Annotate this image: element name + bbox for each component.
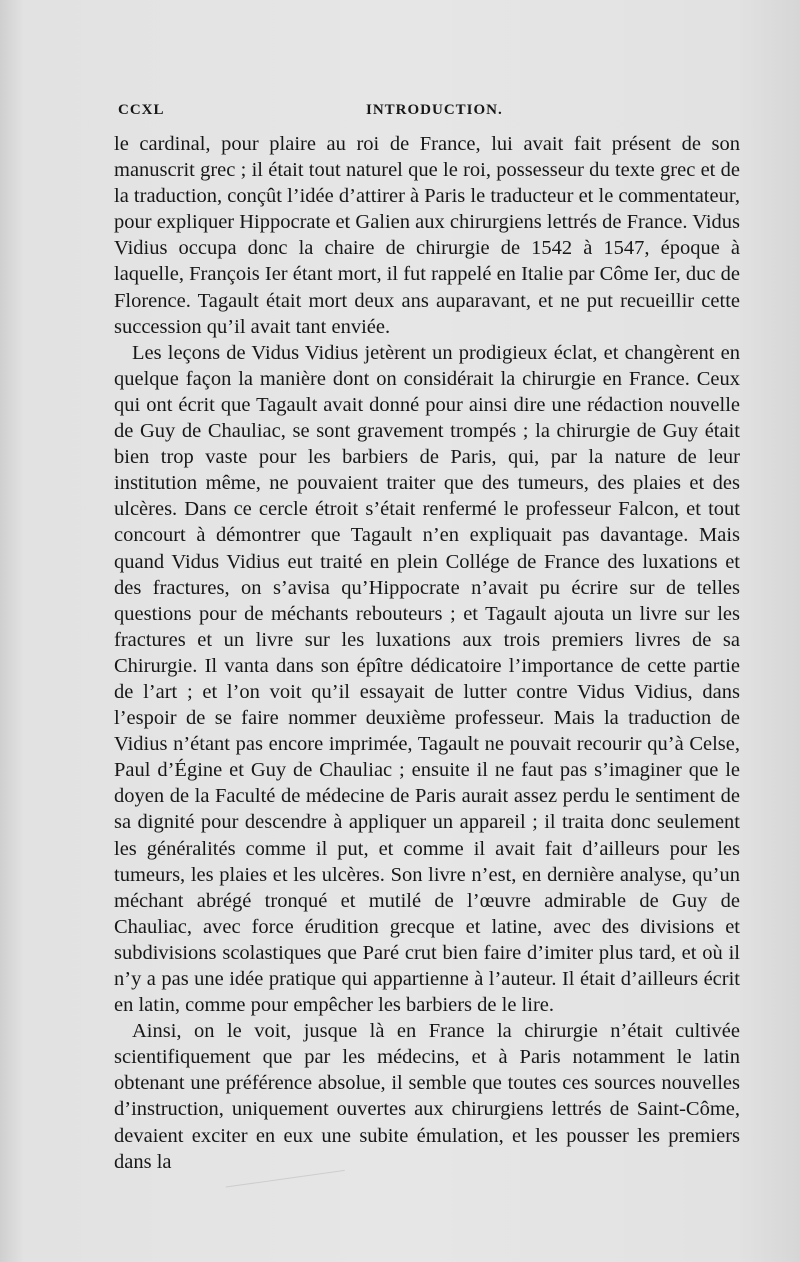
library-stamp — [226, 1170, 351, 1227]
paragraph-2: Les leçons de Vidus Vidius jetèrent un prodigieux éclat, et changèrent en quelque façon la manière dont on considérait la chirurgie en France. Ceux qui ont écrit que Tagault avait donné pour ainsi dire une rédaction nouvelle de Guy de Chauliac, se sont gravement trompés ; la chirurgie de Guy était bien trop vaste pour les barbiers de Paris, qui, par la nature de leur institution même, ne pouvaient traiter que des tumeurs, des plaies et des ulcères. Dans ce cercle étroit s’était renfermé le professeur Falcon, et tout concourt à démontrer que Tagault n’en expliquait pas davantage. Mais quand Vidus Vidius eut traité en plein Collége de France des luxations et des fractures, on s’avisa qu’Hippocrate n’avait pu écrire sur de telles questions pour de méchants rebouteurs ; et Tagault ajouta un livre sur les fractures et un livre sur les luxations aux trois premiers livres de sa Chirurgie. Il vanta dans son épître dédicatoire l’importance de cette partie de l’art ; et l’on voit qu’il essayait de lutter contre Vidus Vidius, dans l’espoir de se faire nommer deuxième professeur. Mais la traduction de Vidius n’étant pas encore imprimée, Tagault ne pouvait recourir qu’à Celse, Paul d’Égine et Guy de Chauliac ; ensuite il ne faut pas s’imaginer que le doyen de la Faculté de médecine de Paris aurait assez perdu le sentiment de sa dignité pour descendre à appliquer un appareil ; il traita donc seulement les généralités comme il put, et comme il avait fait d’ailleurs pour les tumeurs, les plaies et les ulcères. Son livre n’est, en dernière analyse, qu’un méchant abrégé tronqué et mutilé de l’œuvre admirable de Guy de Chauliac, avec force érudition grecque et latine, avec des divisions et subdivisions scolastiques que Paré crut bien faire d’imiter plus tard, et où il n’y a pas une idée pratique qui appartienne à l’auteur. Il était d’ailleurs écrit en latin, comme pour empêcher les barbiers de le lire. — [114, 341, 740, 1017]
running-title: INTRODUCTION. — [366, 102, 503, 118]
paragraph-1: le cardinal, pour plaire au roi de France, lui avait fait présent de son manuscrit grec ; il était tout naturel que le roi, possesseur du texte grec et de la traduction, conçût l’idée d’attirer à Paris le traducteur et le commentateur, pour expliquer Hippocrate et Galien aux chirurgiens lettrés de France. Vidus Vidius occupa donc la chaire de chirurgie de 1542 à 1547, époque à laquelle, François Ier étant mort, il fut rappelé en Italie par Côme Ier, duc de Florence. Tagault était mort deux ans auparavant, et ne put recueillir cette succession qu’il avait tant enviée. — [114, 133, 740, 338]
paragraph-3: Ainsi, on le voit, jusque là en France la chirurgie n’était cultivée scientifiquement que par les médecins, et à Paris notamment le latin obtenant une préférence absolue, il semble que toutes ces sources nouvelles d’instruction, uniquement ouvertes aux chirurgiens lettrés de Saint-Côme, devaient exciter en eux une subite émulation, et les pousser les premiers dans la — [114, 1020, 740, 1173]
body-text — [114, 131, 740, 1175]
running-head — [118, 102, 748, 124]
page-number: CCXL — [118, 102, 165, 118]
